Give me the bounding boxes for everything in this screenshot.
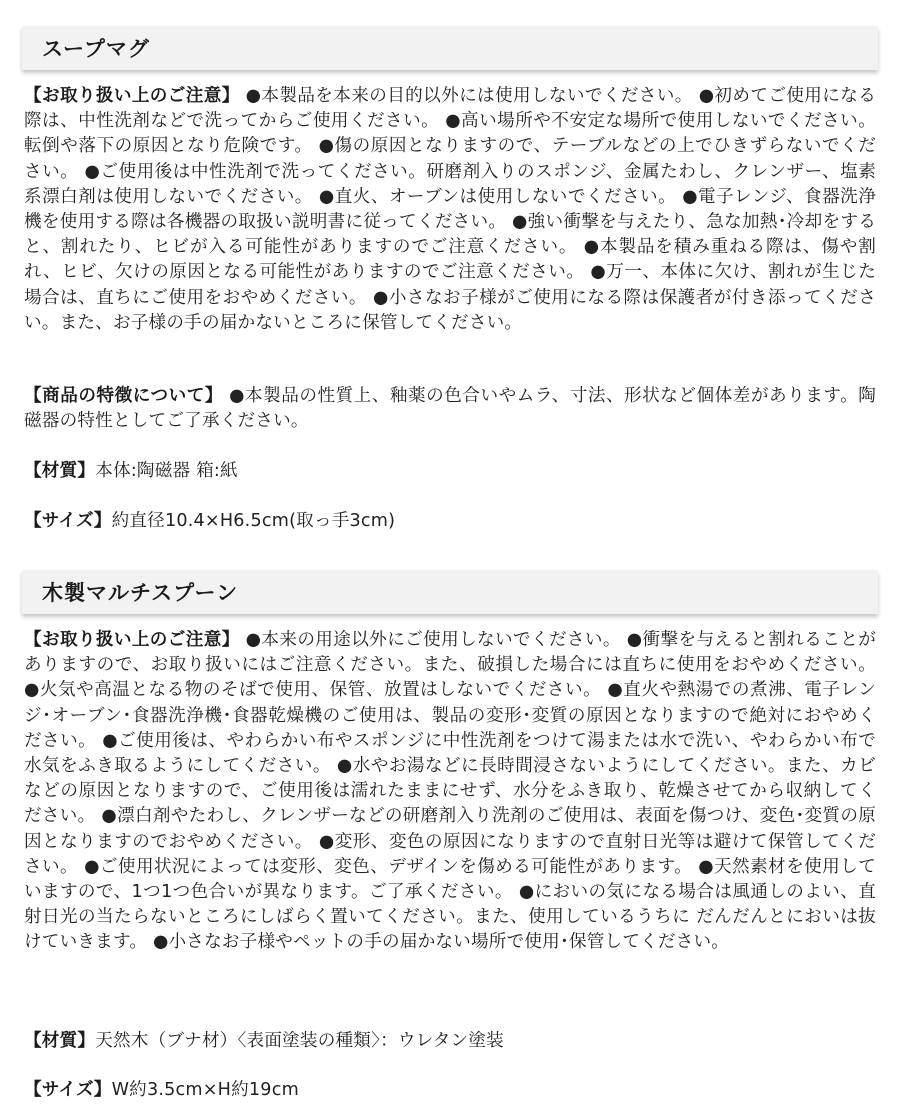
caution-paragraph (24, 84, 876, 336)
section-header-soup-mug (22, 26, 878, 70)
features-label: 【商品の特徴について】 (24, 386, 223, 406)
caution-label: 【お取り扱い上のご注意】 (24, 630, 240, 650)
size-label: 【サイズ】 (24, 511, 112, 531)
caution-text: ●本製品を本来の目的以外には使用しないでください。 ●初めてご使用になる際は、中性洗剤などで洗ってからご使用ください。 ●高い場所や不安定な場所で使用しないでください。転倒や落下の原因となり危険です。 ●傷の原因となりますので、テーブルなどの上でひきずらないでください。 ●ご使用後は中性洗剤で洗ってください。研磨剤入りのスポンジ、金属たわし、クレンザー、塩素系漂白剤は使用しないでください。 ●直火、オーブンは使用しないでください。 ●電子レンジ、食器洗浄機を使用する際は各機器の取扱い説明書に従ってください。 ●強い衝撃を与えたり、急な加熱･冷却をすると、割れたり、ヒビが入る可能性がありますのでご注意ください。 ●本製品を積み重ねる際は、傷や割れ、ヒビ、欠けの原因となる可能性がありますのでご注意ください。 ●万一、本体に欠け、割れが生じた場合は、直ちにご使用をおやめください。 ●小さなお子様がご使用になる際は保護者が付き添ってください。また、お子様の手の届かないところに保管してください。 (24, 86, 877, 333)
caution-text: ●本来の用途以外にご使用しないでください。 ●衝撃を与えると割れることがありますので、お取り扱いにはご注意ください。また、破損した場合には直ちに使用をおやめください。 ●火気や高温となる物のそばで使用、保管、放置はしないでください。 ●直火や熱湯での煮沸、電子レンジ･オーブン･食器洗浄機･食器乾燥機のご使用は、製品の変形･変質の原因となりますので絶対におやめください。 ●ご使用後は、やわらかい布やスポンジに中性洗剤をつけて湯または水で洗い、やわらかい布で水気をふき取るようにしてください。 ●水やお湯などに長時間浸さないようにしてください。また、カビなどの原因となりますので、ご使用後は濡れたままにせず、水分をふき取り、乾燥させてから収納してください。 ●漂白剤やたわし、クレンザーなどの研磨剤入り洗剤のご使用は、表面を傷つけ、変色･変質の原因となりますのでおやめください。 ●変形、変色の原因になりますので直射日光等は避けて保管してください。 ●ご使用状況によっては変形、変色、デザインを傷める可能性があります。 ●天然素材を使用していますので、1つ1つ色合いが異なります。ご了承ください。 ●においの気になる場合は風通しのよい、直射日光の当たらないところにしばらく置いてください。また、使用しているうちに だんだんとにおいは抜けていきます。 ●小さなお子様やペットの手の届かない場所で使用･保管してください。 (24, 630, 877, 953)
size-paragraph (24, 1078, 876, 1103)
section-title: 木製マルチスプーン (42, 581, 239, 605)
caution-paragraph (24, 628, 876, 956)
material-label: 【材質】 (24, 1031, 96, 1051)
size-paragraph (24, 509, 876, 534)
size-text: W約3.5cm×H約19cm (111, 1080, 299, 1100)
size-label: 【サイズ】 (24, 1080, 112, 1100)
section-title: スープマグ (42, 37, 150, 61)
material-paragraph (24, 459, 876, 484)
material-text: 本体:陶磁器 箱:紙 (95, 461, 238, 481)
features-text: ●本製品の性質上、釉薬の色合いやムラ、寸法、形状など個体差があります。陶磁器の特性としてご了承ください。 (24, 386, 876, 432)
features-paragraph (24, 384, 876, 434)
material-label: 【材質】 (24, 461, 96, 481)
caution-label: 【お取り扱い上のご注意】 (24, 86, 240, 106)
material-text: 天然木（ブナ材）〈表面塗装の種類〉：ウレタン塗装 (95, 1031, 504, 1051)
size-text: 約直径10.4×H6.5cm(取っ手3cm) (111, 511, 396, 531)
material-paragraph (24, 1029, 876, 1054)
section-header-wooden-spoon (22, 570, 878, 614)
